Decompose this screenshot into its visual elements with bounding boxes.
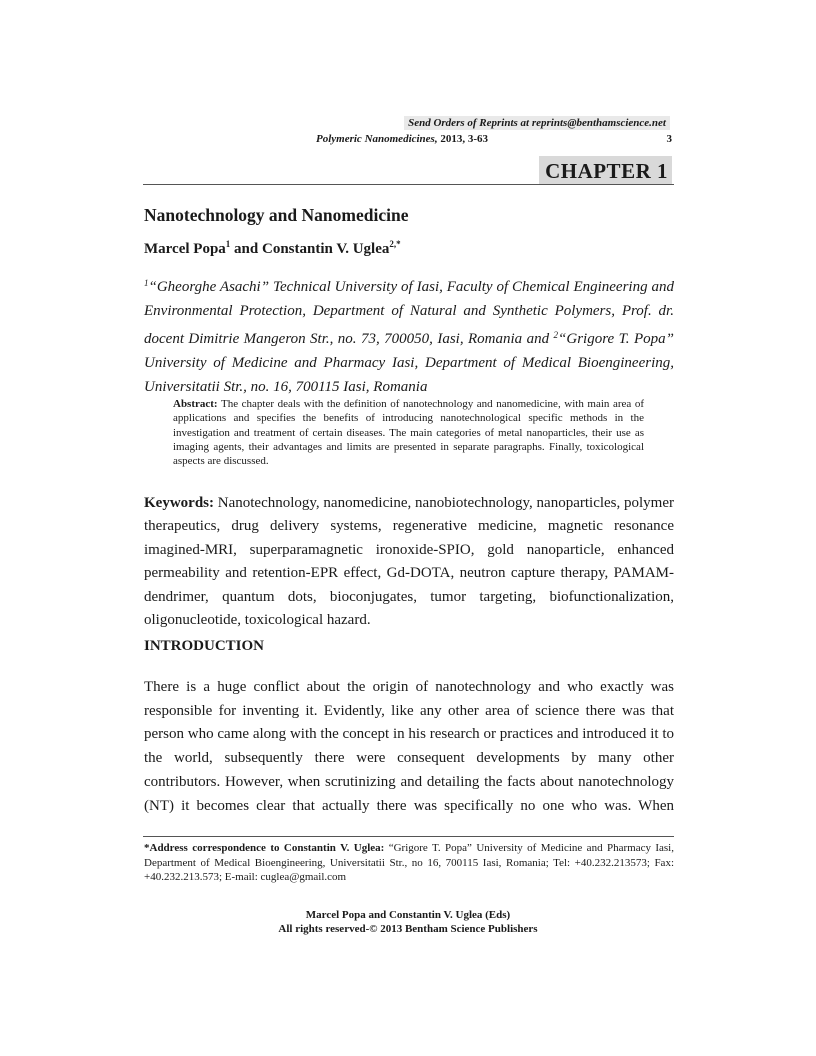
author-2-affiliation-mark: 2,* <box>389 239 401 249</box>
keywords-label: Keywords: <box>144 495 214 511</box>
abstract <box>173 397 644 468</box>
affiliation-2-mark: 2 <box>553 330 559 340</box>
reprints-notice: Send Orders of Reprints at reprints@benthamscience.net <box>404 116 670 130</box>
keywords <box>144 492 674 632</box>
copyright-line: All rights reserved-© 2013 Bentham Science Publishers <box>278 923 538 935</box>
author-line <box>144 239 401 258</box>
affiliation-1-mark: 1 <box>144 278 149 288</box>
journal-details: 2013, 3-63 <box>437 133 489 145</box>
affiliations <box>144 271 674 399</box>
affiliation-2: “Grigore T. Popa” University of Medicine and Pharmacy Iasi, Department of Medical Bioengineering, Universitatii Str., no. 16, 700115 Iasi, Romania <box>144 331 674 395</box>
footnote-rule <box>143 836 674 837</box>
footnote-label: *Address correspondence to Constantin V. Uglea: <box>144 842 385 854</box>
correspondence-footnote <box>144 841 674 885</box>
keywords-text: Nanotechnology, nanomedicine, nanobiotechnology, nanoparticles, polymer therapeutics, drug delivery systems, regenerative medicine, magnetic resonance imagined-MRI, superparamagnetic ironoxide-SPIO, gold nanoparticle, enhanced permeability and retention-EPR effect, Gd-DOTA, neutron capture therapy, PAMAM-dendrimer, quantum dots, bioconjugates, tumor targeting, biofunctionalization, oligonucleotide, toxicological hazard. <box>144 495 675 629</box>
author-2: Constantin V. Uglea <box>261 241 390 257</box>
journal-citation <box>316 133 672 145</box>
introduction-paragraph: There is a huge conflict about the origin of nanotechnology and who exactly was responsible for inventing it. Evidently, like any other area of science there was that person who came along with the concept in his research or practices and introduced it to the world, subsequently there were consequent developments by many other contributors. However, when scrutinizing and detailing the facts about nanotechnology (NT) it becomes clear that actually there was specifically no one who was. When <box>144 679 674 814</box>
page-number: 3 <box>666 133 672 145</box>
author-conjunction: and <box>230 241 262 257</box>
abstract-text: The chapter deals with the definition of nanotechnology and nanomedicine, with main area of applications and specifies the benefits of introducing nanotechnological specific methods in the investigation and treatment of certain diseases. The main categories of metal nanoparticles, their use as imaging agents, their advantages and limits are presented in separate paragraphs. Finally, toxicological aspects are discussed. <box>173 398 644 468</box>
introduction-heading: INTRODUCTION <box>144 638 265 654</box>
affiliation-1: “Gheorghe Asachi” Technical University of Iasi, Faculty of Chemical Engineering and Environmental Protection, Department of Natural and Synthetic Polymers, Prof. dr. docent Dimitrie Mangeron Str., no. 73, 700050, Iasi, Romania and <box>144 279 674 347</box>
author-1: Marcel Popa <box>144 241 226 257</box>
editors-line: Marcel Popa and Constantin V. Uglea (Eds) <box>305 909 511 921</box>
header-rule <box>143 184 674 185</box>
chapter-label: CHAPTER 1 <box>539 156 672 185</box>
footnote-text: “Grigore T. Popa” University of Medicine and Pharmacy Iasi, Department of Medical Bioengineering, Universitatii Str., no 16, 700115 Iasi, Romania; Tel: +40.232.213573; Fax: +40.232.213.573; E-mail: cuglea@gmail.com <box>144 842 674 883</box>
abstract-label: Abstract: <box>173 398 218 410</box>
journal-name: Polymeric Nanomedicines, <box>316 133 438 145</box>
chapter-title: Nanotechnology and Nanomedicine <box>144 205 409 225</box>
author-1-affiliation-mark: 1 <box>225 239 231 249</box>
